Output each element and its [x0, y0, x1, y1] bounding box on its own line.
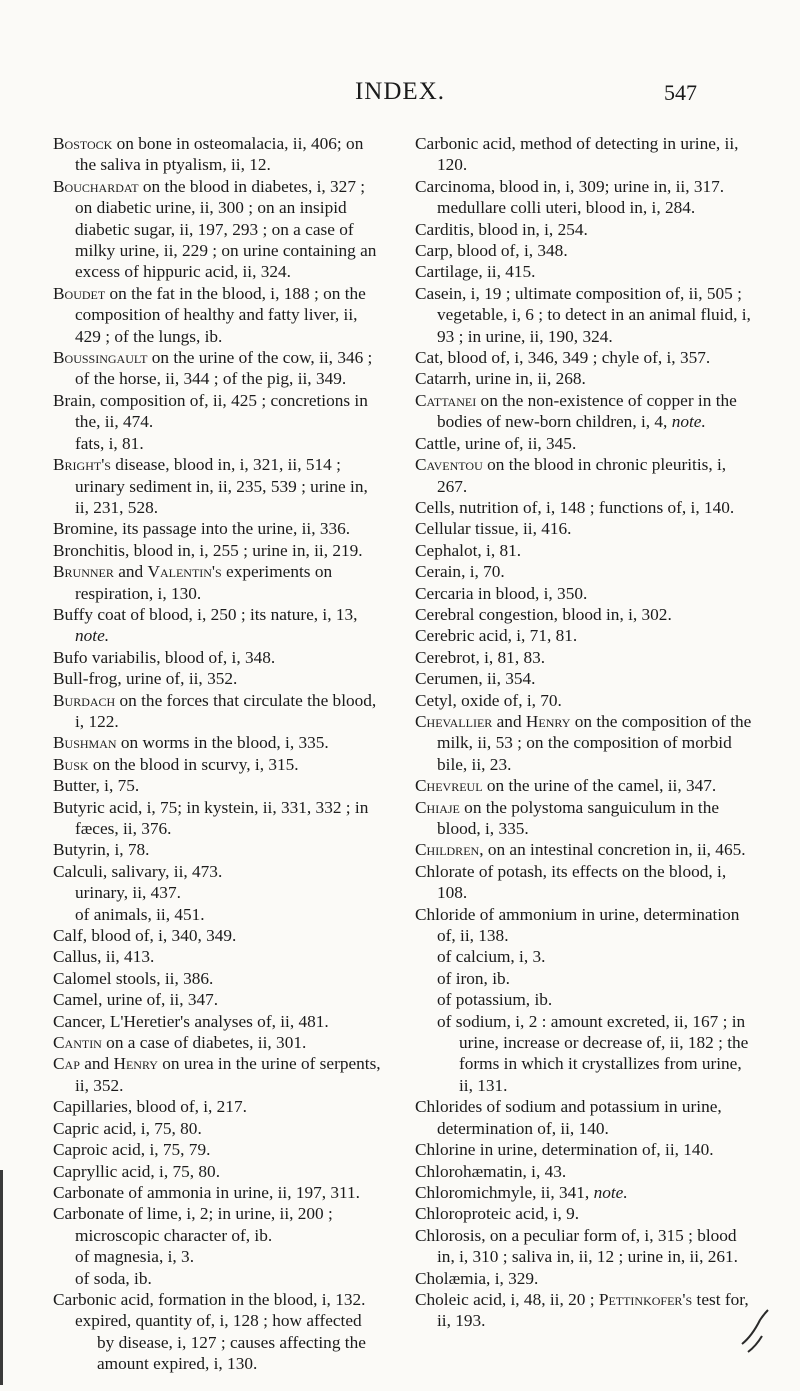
- index-subentry: [415, 968, 755, 989]
- entry-text: Carditis, blood in, i, 254.: [415, 219, 588, 239]
- entry-text: Casein, i, 19 ; ultimate composition of, ii, 505 ; vegetable, i, 6 ; to detect in an animal fluid, i, 93 ; in urine, ii, 190, 324.: [415, 283, 751, 346]
- index-entry: [53, 968, 383, 989]
- index-entry: [53, 1032, 383, 1053]
- entry-text: of iron, ib.: [437, 968, 510, 988]
- index-entry: [53, 775, 383, 796]
- index-entry: [415, 775, 755, 796]
- index-entry: [415, 133, 755, 176]
- entry-text: Carbonic acid, method of detecting in urine, ii, 120.: [415, 134, 739, 175]
- author-name: Pettinkofer's: [598, 1289, 693, 1309]
- index-entry: [53, 390, 383, 433]
- index-entry: [53, 1161, 383, 1182]
- author-name: Henry: [525, 711, 571, 731]
- index-entry: [53, 690, 383, 733]
- entry-text: of calcium, i, 3.: [437, 947, 546, 967]
- entry-text: Butyric acid, i, 75; in kystein, ii, 331, 332 ; in fæces, ii, 376.: [53, 797, 369, 838]
- entry-text: Butyrin, i, 78.: [53, 840, 150, 860]
- page-title: INDEX.: [354, 78, 445, 105]
- index-entry: [415, 540, 755, 561]
- index-subentry: [415, 946, 755, 967]
- entry-text: on the urine of the cow, ii, 346 ; of the horse, ii, 344 ; of the pig, ii, 349.: [75, 348, 373, 389]
- index-entry: [53, 797, 383, 840]
- entry-text: on the fat in the blood, i, 188 ; on the composition of healthy and fatty liver, ii, 429 ; of the lungs, ib.: [75, 283, 366, 346]
- entry-text: Cerain, i, 70.: [415, 562, 505, 582]
- index-entry: [53, 1182, 383, 1203]
- entry-text: Calomel stools, ii, 386.: [53, 968, 214, 988]
- entry-text: Bufo variabilis, blood of, i, 348.: [53, 647, 276, 667]
- entry-text: Cerebral congestion, blood in, i, 302.: [415, 604, 672, 624]
- entry-text: Buffy coat of blood, i, 250 ; its nature, i, 13,: [53, 604, 358, 624]
- entry-text: on bone in osteomalacia, ii, 406; on the saliva in ptyalism, ii, 12.: [75, 134, 364, 175]
- index-entry: [415, 668, 755, 689]
- entry-text: expired, quantity of, i, 128 ; how affected by disease, i, 127 ; causes affecting the amount expired, i, 130.: [75, 1311, 366, 1374]
- index-subentry: [415, 989, 755, 1010]
- entry-text: Capryllic acid, i, 75, 80.: [53, 1161, 221, 1181]
- entry-text: medullare colli uteri, blood in, i, 284.: [437, 198, 696, 218]
- entry-text: on the urine of the camel, ii, 347.: [482, 776, 717, 796]
- entry-text: on urea in the urine of serpents, ii, 352.: [75, 1054, 381, 1095]
- index-subentry: [415, 1011, 755, 1097]
- entry-text: Butter, i, 75.: [53, 776, 140, 796]
- entry-text: and: [113, 562, 148, 582]
- index-entry: [415, 283, 755, 347]
- entry-text: Cattle, urine of, ii, 345.: [415, 433, 577, 453]
- author-name: Chevallier: [415, 711, 493, 731]
- index-entry: [53, 1118, 383, 1139]
- entry-text: Chloroproteic acid, i, 9.: [415, 1204, 580, 1224]
- entry-text: experiments on respiration, i, 130.: [75, 562, 333, 603]
- index-entry: [415, 861, 755, 904]
- entry-text: Carbonate of ammonia in urine, ii, 197, 311.: [53, 1182, 360, 1202]
- entry-text: and: [492, 711, 526, 731]
- author-name: Chevreul: [415, 776, 483, 796]
- index-entry: [415, 219, 755, 240]
- entry-text: on the blood in scurvy, i, 315.: [88, 754, 299, 774]
- note-marker: note.: [671, 412, 706, 432]
- index-entry: [53, 518, 383, 539]
- author-name: Bushman: [53, 733, 117, 753]
- index-subentry: [53, 1310, 383, 1374]
- index-entry: [53, 989, 383, 1010]
- entry-text: Cholæmia, i, 329.: [415, 1268, 539, 1288]
- entry-text: of animals, ii, 451.: [75, 904, 205, 924]
- index-entry: [415, 240, 755, 261]
- entry-text: Chlorohæmatin, i, 43.: [415, 1161, 567, 1181]
- author-name: Caventou: [415, 455, 483, 475]
- index-entry: [53, 754, 383, 775]
- entry-text: Calf, blood of, i, 340, 349.: [53, 926, 237, 946]
- entry-text: of potassium, ib.: [437, 990, 553, 1010]
- index-entry: [53, 604, 383, 647]
- index-entry: [415, 518, 755, 539]
- index-subentry: [53, 1268, 383, 1289]
- author-name: Burdach: [53, 690, 116, 710]
- entry-text: Cerebric acid, i, 71, 81.: [415, 626, 578, 646]
- entry-text: Calculi, salivary, ii, 473.: [53, 861, 223, 881]
- author-name: Bostock: [53, 134, 113, 153]
- index-entry: [53, 861, 383, 882]
- entry-text: Chloromichmyle, ii, 341,: [415, 1182, 594, 1202]
- index-entry: [415, 604, 755, 625]
- index-entry: [53, 1203, 383, 1246]
- index-entry: [415, 368, 755, 389]
- entry-text: Bromine, its passage into the urine, ii, 336.: [53, 519, 351, 539]
- entry-text: urinary, ii, 437.: [75, 883, 181, 903]
- entry-text: Choleic acid, i, 48, ii, 20 ;: [415, 1289, 599, 1309]
- entry-text: on a case of diabetes, ii, 301.: [101, 1033, 307, 1053]
- entry-text: Camel, urine of, ii, 347.: [53, 990, 219, 1010]
- note-marker: note.: [593, 1182, 628, 1202]
- entry-text: on the composition of the milk, ii, 53 ; on the composition of morbid bile, ii, 23.: [437, 711, 752, 774]
- entry-text: Carbonate of lime, i, 2; in urine, ii, 200 ; microscopic character of, ib.: [53, 1204, 333, 1245]
- page-edge-shadow: [0, 1170, 3, 1385]
- entry-text: Carp, blood of, i, 348.: [415, 241, 568, 261]
- index-entry: [415, 1096, 755, 1139]
- index-entry: [53, 1139, 383, 1160]
- entry-text: of magnesia, i, 3.: [75, 1247, 195, 1267]
- index-subentry: [53, 433, 383, 454]
- entry-text: Carbonic acid, formation in the blood, i, 132.: [53, 1289, 366, 1309]
- author-name: Busk: [53, 754, 89, 774]
- author-name: Cattanei: [415, 390, 477, 410]
- ink-mark-icon: [738, 1306, 778, 1356]
- index-subentry: [415, 197, 755, 218]
- entry-text: Capric acid, i, 75, 80.: [53, 1118, 202, 1138]
- entry-text: Callus, ii, 413.: [53, 947, 155, 967]
- author-name: Boudet: [53, 283, 106, 303]
- index-entry: [53, 668, 383, 689]
- entry-text: Chloride of ammonium in urine, determination of, ii, 138.: [415, 904, 740, 946]
- index-subentry: [53, 1246, 383, 1267]
- index-column-right: [415, 133, 755, 1332]
- entry-text: Chlorides of sodium and potassium in urine, determination of, ii, 140.: [415, 1097, 722, 1138]
- entry-text: , on an intestinal concretion in, ii, 465.: [479, 840, 746, 860]
- entry-text: on the blood in chronic pleuritis, i, 267.: [437, 455, 727, 496]
- entry-text: Caproic acid, i, 75, 79.: [53, 1140, 211, 1160]
- index-entry: [415, 390, 755, 433]
- index-entry: [415, 261, 755, 282]
- entry-text: on the non-existence of copper in the bodies of new-born children, i, 4,: [437, 390, 737, 432]
- index-entry: [53, 732, 383, 753]
- author-name: Children: [415, 840, 480, 860]
- index-entry: [415, 454, 755, 497]
- index-entry: [53, 283, 383, 347]
- author-name: Chiaje: [415, 797, 460, 817]
- index-entry: [53, 176, 383, 283]
- index-entry: [53, 946, 383, 967]
- author-name: Henry: [113, 1054, 158, 1074]
- entry-text: Brain, composition of, ii, 425 ; concretions in the, ii, 474.: [53, 390, 368, 432]
- index-subentry: [53, 904, 383, 925]
- entry-text: Cells, nutrition of, i, 148 ; functions of, i, 140.: [415, 497, 735, 517]
- index-entry: [415, 561, 755, 582]
- entry-text: Cancer, L'Heretier's analyses of, ii, 481.: [53, 1011, 329, 1031]
- index-entry: [53, 561, 383, 604]
- index-entry: [415, 1161, 755, 1182]
- index-column-left: [53, 133, 383, 1375]
- index-entry: [415, 1225, 755, 1268]
- index-entry: [415, 1182, 755, 1203]
- entry-text: disease, blood in, i, 321, ii, 514 ; urinary sediment in, ii, 235, 539 ; urine in, ii, 231, 528.: [75, 455, 368, 517]
- index-entry: [53, 1289, 383, 1310]
- entry-text: Cetyl, oxide of, i, 70.: [415, 690, 562, 710]
- entry-text: test for, ii, 193.: [437, 1289, 749, 1331]
- entry-text: of sodium, i, 2 : amount excreted, ii, 167 ; in urine, increase or decrease of, ii, 182 ; the forms in which it crystallizes from urine, ii, 131.: [437, 1011, 749, 1095]
- index-entry: [415, 583, 755, 604]
- index-entry: [415, 176, 755, 197]
- index-entry: [53, 925, 383, 946]
- entry-text: on the forces that circulate the blood, i, 122.: [75, 690, 377, 731]
- index-entry: [415, 433, 755, 454]
- index-entry: [415, 690, 755, 711]
- entry-text: Bronchitis, blood in, i, 255 ; urine in, ii, 219.: [53, 540, 363, 560]
- index-entry: [53, 454, 383, 518]
- author-name: Bright's: [53, 455, 111, 475]
- page-header: [0, 78, 800, 118]
- entry-text: Cartilage, ii, 415.: [415, 262, 536, 282]
- author-name: Valentin's: [147, 562, 222, 582]
- author-name: Cap: [53, 1054, 80, 1074]
- entry-text: Capillaries, blood of, i, 217.: [53, 1097, 247, 1117]
- index-entry: [415, 347, 755, 368]
- entry-text: Chlorate of potash, its effects on the blood, i, 108.: [415, 861, 727, 903]
- page-number: 547: [664, 80, 697, 105]
- index-entry: [53, 540, 383, 561]
- author-name: Brunner: [53, 562, 114, 582]
- entry-text: fats, i, 81.: [75, 433, 144, 453]
- index-entry: [415, 797, 755, 840]
- author-name: Cantin: [53, 1033, 102, 1053]
- index-entry: [53, 347, 383, 390]
- entry-text: Cat, blood of, i, 346, 349 ; chyle of, i, 357.: [415, 348, 711, 368]
- index-entry: [415, 711, 755, 775]
- index-entry: [415, 497, 755, 518]
- index-entry: [415, 1268, 755, 1289]
- index-entry: [415, 839, 755, 860]
- author-name: Bouchardat: [53, 176, 139, 196]
- index-entry: [53, 839, 383, 860]
- entry-text: Catarrh, urine in, ii, 268.: [415, 369, 586, 389]
- entry-text: and: [79, 1054, 114, 1074]
- index-subentry: [53, 882, 383, 903]
- entry-text: on the polystoma sanguiculum in the blood, i, 335.: [437, 797, 720, 838]
- index-entry: [415, 1203, 755, 1224]
- index-entry: [415, 647, 755, 668]
- index-entry: [415, 625, 755, 646]
- entry-text: on the blood in diabetes, i, 327 ; on diabetic urine, ii, 300 ; on an insipid diabetic sugar, ii, 197, 293 ; on a case of milky urine, ii, 229 ; on urine containing an excess of hippuric acid, ii, 324.: [75, 176, 377, 282]
- entry-text: Cellular tissue, ii, 416.: [415, 519, 572, 539]
- entry-text: on worms in the blood, i, 335.: [116, 733, 329, 753]
- index-entry: [415, 904, 755, 947]
- note-marker: note.: [75, 626, 110, 646]
- entry-text: Cerebrot, i, 81, 83.: [415, 647, 546, 667]
- entry-text: Carcinoma, blood in, i, 309; urine in, ii, 317.: [415, 176, 725, 196]
- entry-text: of soda, ib.: [75, 1268, 152, 1288]
- entry-text: Cephalot, i, 81.: [415, 540, 522, 560]
- entry-text: Chlorine in urine, determination of, ii, 140.: [415, 1140, 714, 1160]
- index-entry: [415, 1289, 755, 1332]
- index-entry: [53, 647, 383, 668]
- entry-text: Cercaria in blood, i, 350.: [415, 583, 588, 603]
- index-entry: [53, 133, 383, 176]
- index-entry: [53, 1096, 383, 1117]
- entry-text: Cerumen, ii, 354.: [415, 669, 536, 689]
- entry-text: Chlorosis, on a peculiar form of, i, 315 ; blood in, i, 310 ; saliva in, ii, 12 ; urine in, ii, 261.: [415, 1225, 738, 1267]
- index-entry: [53, 1053, 383, 1096]
- author-name: Boussingault: [53, 348, 148, 368]
- index-entry: [53, 1011, 383, 1032]
- entry-text: Bull-frog, urine of, ii, 352.: [53, 669, 238, 689]
- index-entry: [415, 1139, 755, 1160]
